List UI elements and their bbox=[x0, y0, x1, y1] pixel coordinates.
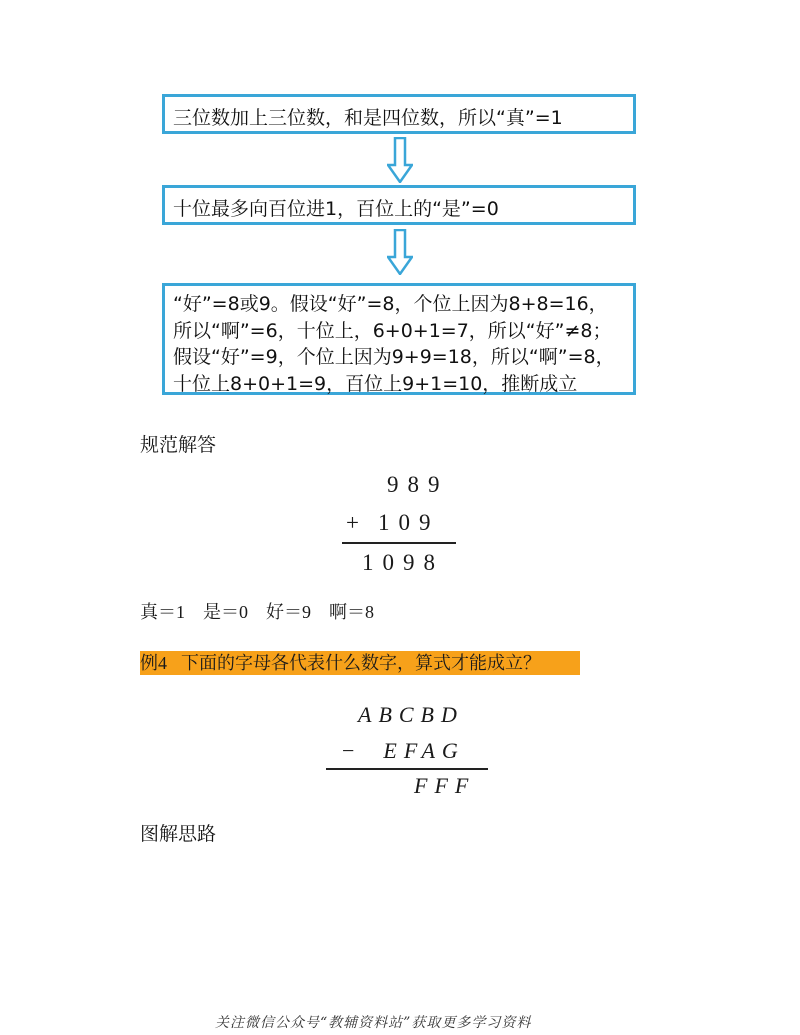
answer-line bbox=[140, 598, 392, 624]
solution-heading: 规范解答 bbox=[140, 434, 217, 456]
minuend: ABCBD bbox=[358, 702, 464, 727]
plus-operator: + bbox=[346, 510, 368, 535]
down-arrow-icon bbox=[387, 137, 413, 183]
down-arrow-icon bbox=[387, 229, 413, 275]
addend-1: 989 bbox=[387, 472, 449, 497]
difference: FFF bbox=[414, 773, 476, 798]
diagram-heading: 图解思路 bbox=[140, 823, 217, 845]
flow-step-3 bbox=[162, 283, 636, 395]
sum-divider bbox=[342, 542, 456, 544]
answer-item: 是＝0 bbox=[203, 602, 248, 622]
flow-step-3-line: 所以“啊”=6，十位上，6+0+1=7，所以“好”≠8； bbox=[173, 319, 612, 342]
flow-step-2-text: 十位最多向百位进1，百位上的“是”=0 bbox=[173, 198, 499, 220]
minus-operator: − bbox=[342, 738, 362, 763]
answer-item: 好＝9 bbox=[266, 602, 311, 622]
flow-step-3-line: 十位上8+0+1=9，百位上9+1=10，推断成立 bbox=[173, 372, 578, 395]
flow-step-1-text: 三位数加上三位数，和是四位数，所以“真”=1 bbox=[173, 107, 563, 129]
subtrahend: EFAG bbox=[383, 738, 465, 763]
answer-item: 真＝1 bbox=[140, 602, 185, 622]
addend-2: 109 bbox=[377, 510, 440, 535]
example-4-label: 例4 bbox=[140, 653, 167, 673]
difference-divider bbox=[326, 768, 488, 770]
sum: 1098 bbox=[362, 550, 444, 575]
flow-step-3-line: “好”=8或9。假设“好”=8，个位上因为8+8=16， bbox=[173, 293, 608, 315]
subtrahend-row bbox=[342, 738, 465, 764]
flow-step-1 bbox=[162, 94, 636, 134]
flow-step-3-line: 假设“好”=9，个位上因为9+9=18，所以“啊”=8， bbox=[173, 346, 615, 368]
flow-step-2 bbox=[162, 185, 636, 225]
example-4-question: 下面的字母各代表什么数字，算式才能成立？ bbox=[181, 653, 541, 673]
footer-note: 关注微信公众号“教辅资料站”获取更多学习资料 bbox=[215, 1015, 532, 1031]
answer-item: 啊＝8 bbox=[329, 602, 374, 622]
example-4-banner bbox=[140, 651, 580, 675]
addend-2-row bbox=[346, 510, 439, 536]
